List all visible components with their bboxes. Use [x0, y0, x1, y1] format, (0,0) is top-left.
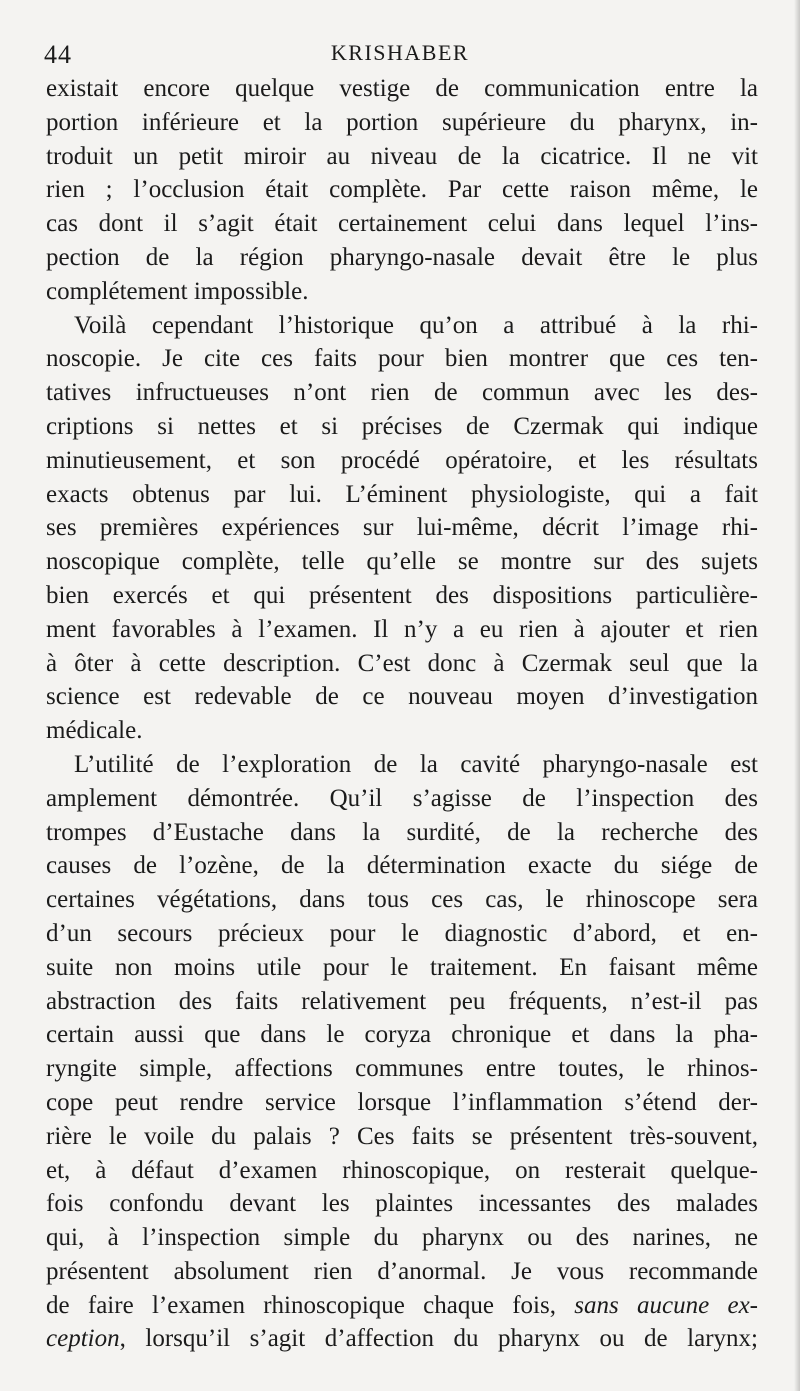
text-line: abstraction des faits relativement peu fréquents, n’est-il pas — [46, 987, 758, 1015]
text-line: ses premières expériences sur lui-même, décrit l’image rhi- — [46, 514, 758, 542]
text-line: ryngite simple, affections communes entre toutes, le rhinos- — [46, 1055, 758, 1083]
text-line: médicale. — [46, 717, 143, 745]
running-head: KRISHABER — [330, 40, 470, 65]
text-line: pection de la région pharyngo-nasale devait être le plus — [46, 243, 758, 271]
text-line: et, à défaut d’examen rhinoscopique, on resterait quelque- — [46, 1156, 758, 1184]
text-line: causes de l’ozène, de la détermination exacte du siége de — [46, 852, 758, 880]
text-line: cope peut rendre service lorsque l’inflammation s’étend der- — [46, 1088, 758, 1116]
text-line: minutieusement, et son procédé opératoire, et les résultats — [46, 446, 758, 474]
text-line: fois confondu devant les plaintes incessantes des malades — [46, 1190, 758, 1218]
text-fragment: , lorsqu’il s’agit d’affection du pharynx ou de larynx; — [119, 1325, 758, 1353]
text-line: trompes d’Eustache dans la surdité, de la recherche des — [46, 818, 758, 846]
text-line: noscopie. Je cite ces faits pour bien montrer que ces ten- — [46, 345, 758, 373]
text-line: certain aussi que dans le coryza chronique et dans la pha- — [46, 1021, 758, 1049]
text-line: troduit un petit miroir au niveau de la cicatrice. Il ne vit — [46, 142, 758, 170]
text-line: exacts obtenus par lui. L’éminent physiologiste, qui a fait — [46, 480, 758, 508]
text-line: noscopique complète, telle qu’elle se montre sur des sujets — [46, 548, 758, 576]
text-line: présentent absolument rien d’anormal. Je vous recommande — [46, 1257, 758, 1285]
text-line: existait encore quelque vestige de communication entre la — [46, 75, 758, 102]
text-line: criptions si nettes et si précises de Czermak qui indique — [46, 412, 758, 440]
page-number: 44 — [44, 40, 72, 69]
text-line: certaines végétations, dans tous ces cas, le rhinoscope sera — [46, 886, 758, 914]
text-line: L’utilité de l’exploration de la cavité pharyngo-nasale est — [74, 750, 758, 778]
italic-text: ception — [46, 1325, 120, 1353]
page-edge-shadow — [794, 0, 800, 1391]
text-line: amplement démontrée. Qu’il s’agisse de l’inspection des — [46, 784, 758, 812]
text-line: rière le voile du palais ? Ces faits se présentent très-souvent, — [46, 1122, 758, 1150]
text-line: ment favorables à l’examen. Il n’y a eu rien à ajouter et rien — [46, 615, 758, 643]
text-line: portion inférieure et la portion supérieure du pharynx, in- — [46, 108, 758, 136]
text-line — [46, 1322, 758, 1356]
text-line: qui, à l’inspection simple du pharynx ou des narines, ne — [46, 1224, 758, 1252]
text-line: cas dont il s’agit était certainement celui dans lequel l’ins- — [46, 210, 758, 238]
text-line: rien ; l’occlusion était complète. Par cette raison même, le — [46, 176, 758, 204]
text-line: complétement impossible. — [46, 277, 309, 305]
text-line: à ôter à cette description. C’est donc à Czermak seul que la — [46, 649, 758, 677]
body-text — [46, 72, 758, 1356]
text-fragment: de faire l’examen rhinoscopique chaque fois, — [46, 1291, 575, 1319]
text-line: suite non moins utile pour le traitement. En faisant même — [46, 953, 758, 981]
text-line — [46, 1289, 758, 1323]
text-line: Voilà cependant l’historique qu’on a attribué à la rhi- — [74, 311, 758, 339]
text-line: science est redevable de ce nouveau moyen d’investigation — [46, 683, 758, 711]
italic-text: sans aucune ex- — [574, 1291, 758, 1319]
text-line: bien exercés et qui présentent des dispositions particulière- — [46, 581, 758, 609]
text-line: tatives infructueuses n’ont rien de commun avec les des- — [46, 379, 758, 407]
text-line: d’un secours précieux pour le diagnostic d’abord, et en- — [46, 919, 758, 947]
